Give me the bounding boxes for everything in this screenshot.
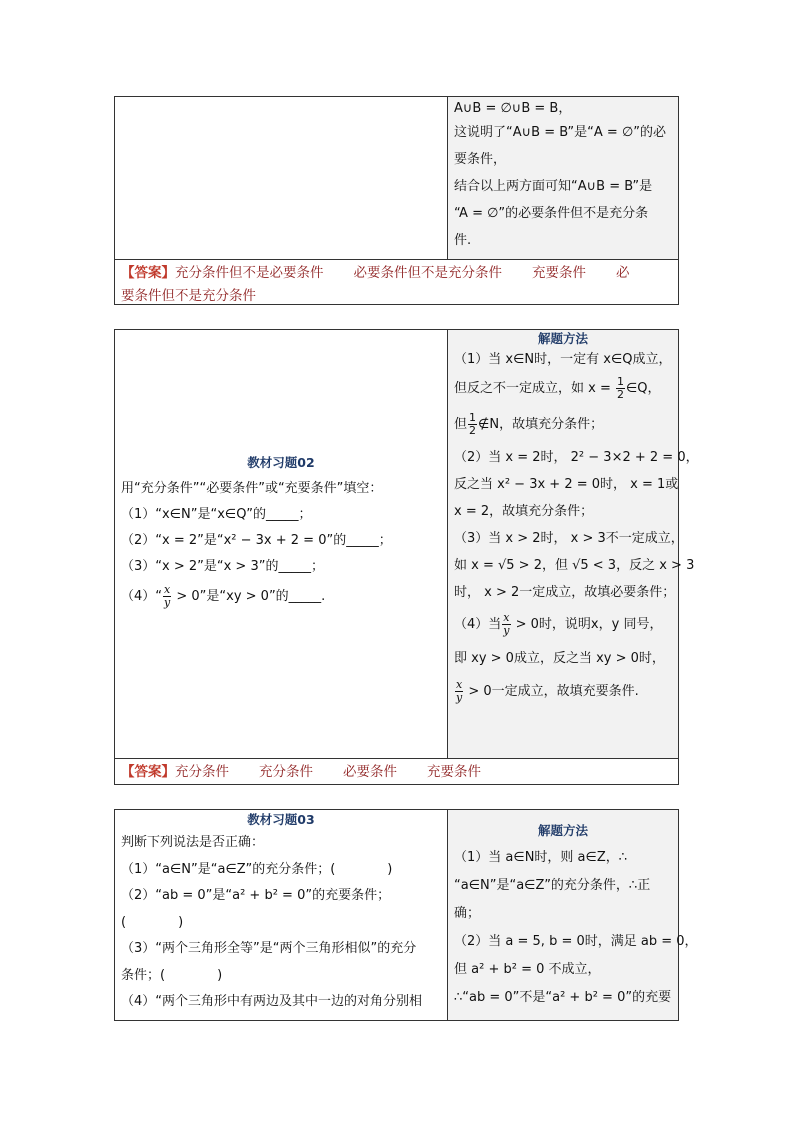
block-1-left-cell (115, 97, 448, 259)
question-item: （1）“a∈N”是“a∈Z”的充分条件；( ) (121, 861, 393, 877)
solution-line: 确； (454, 906, 481, 921)
solution-line: 如 x = √5 > 2，但 √5 < 3，反之 x > 3 (454, 558, 695, 573)
fraction: $\frac{x}{y}$ (164, 583, 171, 609)
solution-line: （1）当 a∈N时，则 a∈Z，∴ (454, 850, 628, 865)
method-heading: 解题方法 (537, 823, 588, 838)
answer-item: 必要条件 (343, 764, 397, 780)
solution-line: “A = ∅”的必要条件但不是充分条 (454, 206, 649, 221)
answer-item: 充分条件但不是必要条件 (175, 265, 324, 281)
answer-tag: 【答案】 (121, 764, 175, 780)
block-2-solution-cell (448, 330, 699, 758)
solution-line: 件. (454, 233, 472, 248)
block-3-solution-cell (448, 810, 698, 1020)
solution-line: 但反之不一定成立，如 x = $\frac{1}{2}$ ∈Q， (454, 375, 661, 401)
question-item: （3）“x > 2”是“x > 3”的_____； (121, 559, 324, 574)
block-3-question-cell (115, 810, 448, 1020)
question-item: 条件；( ) (121, 967, 223, 983)
solution-line: 要条件， (454, 152, 507, 167)
solution-line: A∪B = ∅∪B = B， (454, 101, 572, 116)
block-1-solution-cell (448, 97, 678, 259)
solution-line: 但 $\frac{1}{2}$ ∉N，故填充分条件； (454, 411, 604, 437)
solution-line: （2）当 a = 5, b = 0时，满足 ab = 0， (454, 934, 698, 949)
answer-item: 充要条件 (532, 265, 586, 281)
solution-line: 即 xy > 0成立，反之当 xy > 0时， (454, 651, 665, 666)
question-intro: 判断下列说法是否正确： (121, 835, 265, 850)
answer-tag: 【答案】 (121, 265, 175, 281)
solution-line: （1）当 x∈N时，一定有 x∈Q成立， (454, 352, 672, 367)
fraction: $\frac{1}{2}$ (469, 411, 477, 437)
question-item: （4）“ $\frac{x}{y}$ > 0”是“xy > 0”的_____. (121, 583, 326, 609)
question-item: （1）“x∈N”是“x∈Q”的_____； (121, 507, 312, 522)
solution-line: 但 a² + b² = 0 不成立， (454, 962, 601, 977)
solution-line: （4）当 $\frac{x}{y}$ > 0时，说明x，y 同号， (454, 611, 663, 637)
answer-item: 充分条件 (259, 764, 313, 780)
block-1 (114, 96, 679, 305)
block-2-answer (115, 758, 678, 786)
question-item: （3）“两个三角形全等”是“两个三角形相似”的充分 (121, 941, 417, 956)
solution-line: x = 2，故填充分条件； (454, 504, 594, 519)
block-2-question-cell (115, 330, 448, 758)
question-intro: 用“充分条件”“必要条件”或“充要条件”填空： (121, 481, 383, 496)
solution-line: ∴“ab = 0”不是“a² + b² = 0”的充要 (454, 990, 672, 1005)
answer-continuation: 要条件但不是充分条件 (121, 288, 256, 304)
solution-line: 结合以上两方面可知“A∪B = B”是 (454, 179, 653, 194)
answer-item: 充要条件 (427, 764, 481, 780)
method-heading: 解题方法 (537, 331, 588, 346)
solution-line: （2）当 x = 2时， 2² − 3×2 + 2 = 0， (454, 450, 699, 465)
solution-line: （3）当 x > 2时， x > 3不一定成立， (454, 531, 684, 546)
fraction: $\frac{1}{2}$ (616, 375, 624, 401)
fraction: $\frac{x}{y}$ (456, 678, 463, 704)
solution-line: 这说明了“A∪B = B”是“A = ∅”的必 (454, 125, 667, 140)
answer-item: 充分条件 (175, 764, 229, 780)
answer-item: 必要条件但不是充分条件 (353, 265, 502, 281)
question-item: （4）“两个三角形中有两边及其中一边的对角分别相 (121, 994, 423, 1009)
exercise-heading: 教材习题02 (247, 455, 315, 470)
solution-line: 时， x > 2一定成立，故填必要条件； (454, 585, 676, 600)
question-item: （2）“x = 2”是“x² − 3x + 2 = 0”的_____； (121, 533, 392, 548)
block-2 (114, 329, 699, 785)
block-1-answer (115, 259, 678, 310)
solution-line: 反之当 x² − 3x + 2 = 0时， x = 1或 (454, 477, 679, 492)
question-item: （2）“ab = 0”是“a² + b² = 0”的充要条件； (121, 888, 391, 903)
solution-line: “a∈N”是“a∈Z”的充分条件，∴正 (454, 878, 651, 893)
answer-item: 必 (616, 265, 630, 281)
exercise-heading: 教材习题03 (247, 812, 315, 827)
block-3 (114, 809, 698, 1021)
solution-line: $\frac{x}{y}$ > 0一定成立，故填充要条件. (456, 678, 639, 704)
question-item: ( ) (121, 914, 184, 930)
fraction: $\frac{x}{y}$ (503, 611, 510, 637)
